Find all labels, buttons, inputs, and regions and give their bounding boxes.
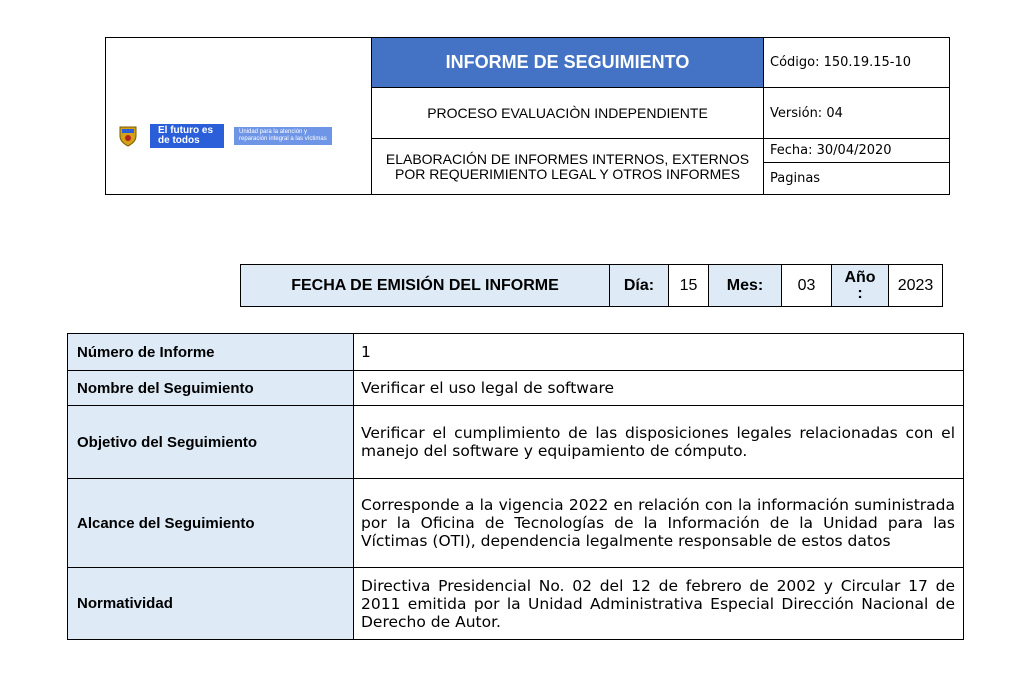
row-key: Número de Informe [68,334,354,371]
code-cell: Código: 150.19.15-10 [764,38,949,88]
document-header [105,37,950,195]
day-label: Día: [610,265,669,306]
tagline: Unidad para la atención y reparación integral a las víctimas [234,127,332,145]
date-cell: Fecha: 30/04/2020 [764,139,949,163]
pages-cell: Paginas [770,171,821,186]
report-info-table [67,333,964,640]
table-row [68,406,964,479]
header-right [764,38,949,194]
year-label: Año : [832,265,889,306]
row-key: Alcance del Seguimiento [68,479,354,568]
month-label: Mes: [709,265,782,306]
coat-of-arms-icon [118,125,138,147]
row-key: Objetivo del Seguimiento [68,406,354,479]
report-title: INFORME DE SEGUIMIENTO [372,38,763,88]
logo-cell [106,38,372,194]
process-name: PROCESO EVALUACIÒN INDEPENDIENTE [372,88,763,139]
emission-date [240,264,943,307]
table-row [68,371,964,406]
row-key: Normatividad [68,568,354,640]
table-row [68,479,964,568]
elaboration-text: ELABORACIÓN DE INFORMES INTERNOS, EXTERNOS POR REQUERIMIENTO LEGAL Y OTROS INFORMES [385,150,750,182]
logo [118,124,332,148]
year-value: 2023 [897,276,934,294]
table-row [68,568,964,640]
row-key: Nombre del Seguimiento [68,371,354,406]
table-row [68,334,964,371]
row-value: Directiva Presidencial No. 02 del 12 de febrero de 2002 y Circular 17 de 2011 emitida por la Unidad Administrativa Especial Dirección Nacional de Derecho de Autor. [354,568,964,640]
emission-label: FECHA DE EMISIÓN DEL INFORME [241,265,610,306]
row-value: Corresponde a la vigencia 2022 en relación con la información suministrada por la Oficina de Tecnologías de la Información de la Unidad para las Víctimas (OTI), dependencia legalmente responsable de estos datos [354,479,964,568]
row-value: Verificar el cumplimiento de las disposiciones legales relacionadas con el manejo del software y equipamiento de cómputo. [354,406,964,479]
row-value: 1 [354,334,964,371]
brand-label: El futuro es de todos [150,124,224,148]
header-middle [372,38,764,194]
month-value: 03 [782,265,832,306]
version-cell: Versión: 04 [764,88,949,139]
day-value: 15 [669,265,709,306]
row-value: Verificar el uso legal de software [354,371,964,406]
